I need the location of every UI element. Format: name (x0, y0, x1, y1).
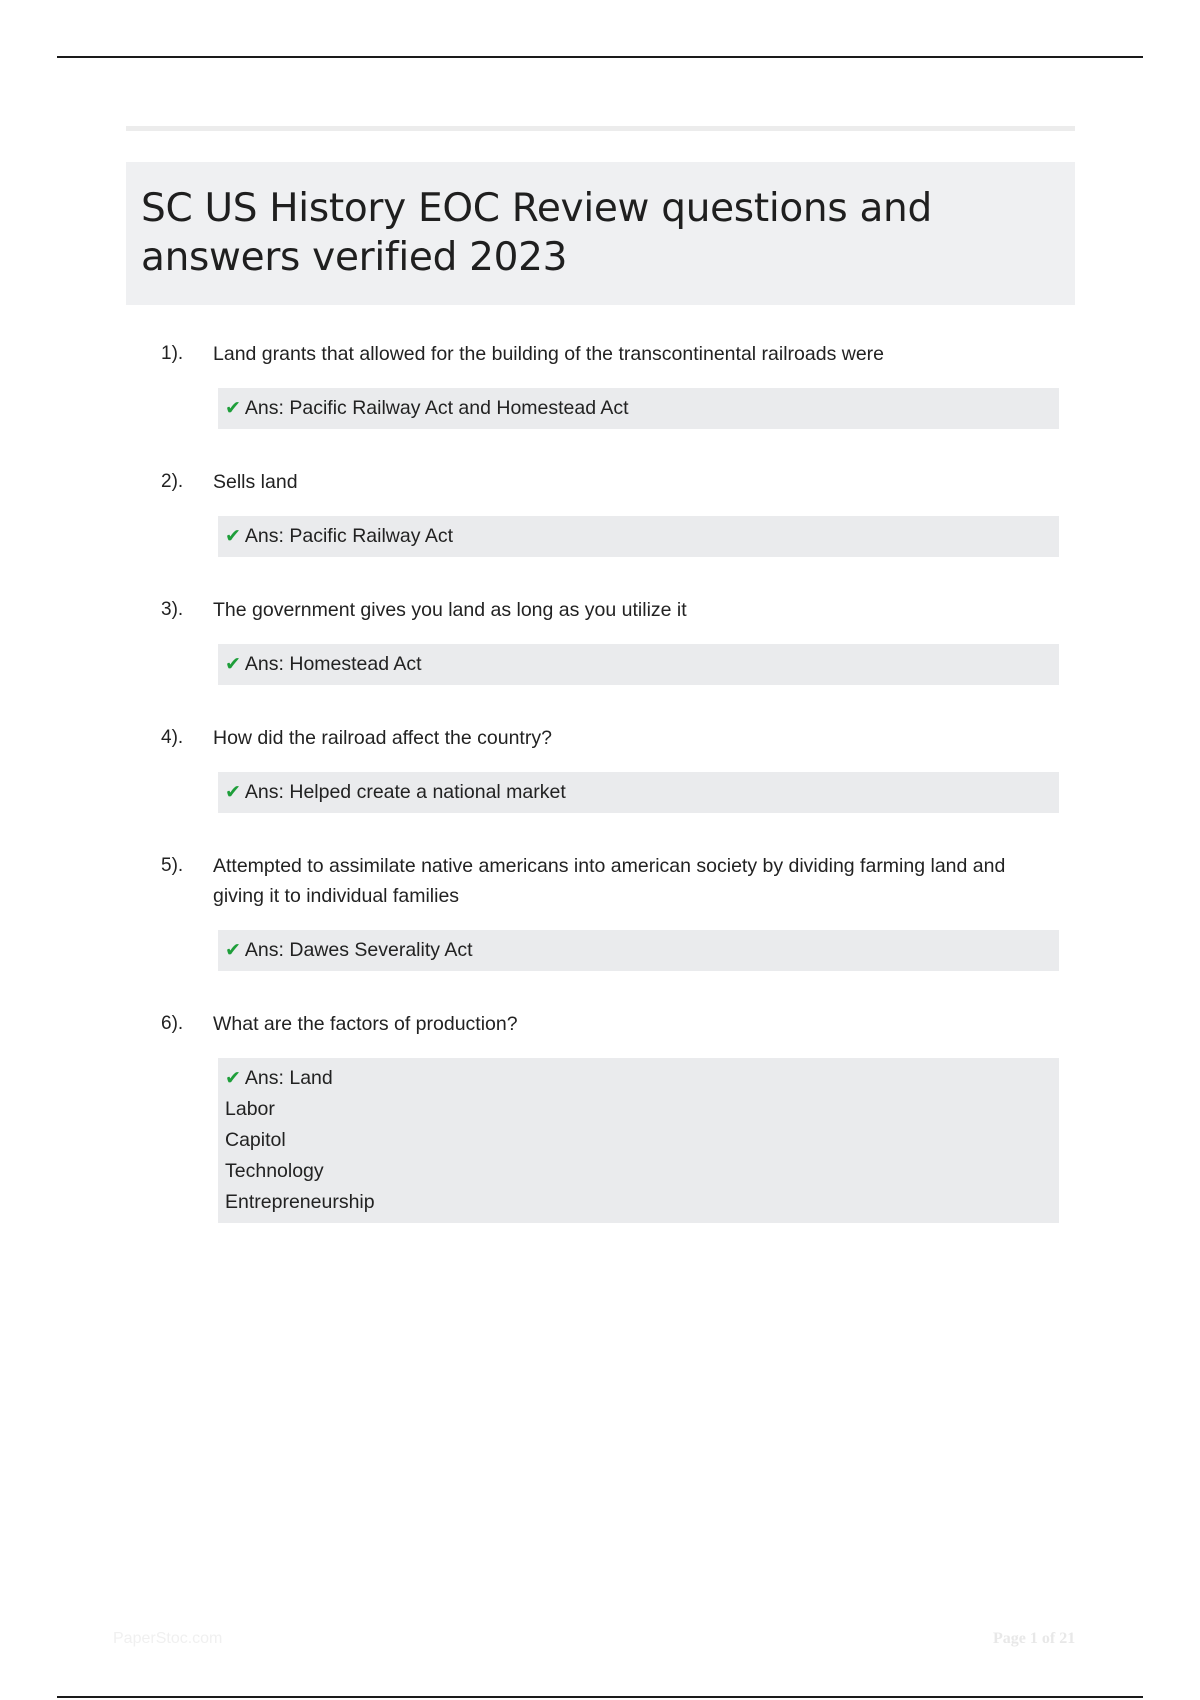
title-banner (126, 162, 1075, 305)
answer-text: Entrepreneurship (225, 1191, 375, 1213)
document-title: SC US History EOC Review questions and answers verified 2023 (141, 186, 932, 280)
answer-line (225, 1125, 1052, 1156)
checkmark-icon: ✔ (225, 653, 241, 675)
answer-box (218, 644, 1059, 685)
answer-text: Ans: Pacific Railway Act and Homestead Act (244, 397, 629, 419)
answer-first-line (225, 777, 1052, 808)
question-list (126, 339, 1075, 1223)
answer-box (218, 388, 1059, 429)
question-item (126, 851, 1075, 971)
question-item (126, 339, 1075, 429)
answer-first-line (225, 393, 1052, 424)
answer-text: Capitol (225, 1129, 286, 1151)
question-item (126, 595, 1075, 685)
question-item (126, 1009, 1075, 1223)
checkmark-icon: ✔ (225, 781, 241, 803)
answer-text: Ans: Dawes Severality Act (244, 939, 473, 961)
question-item (126, 467, 1075, 557)
answer-first-line (225, 1063, 1052, 1094)
question-text: Sells land (213, 471, 298, 493)
question-item (126, 723, 1075, 813)
question-number: 3). (161, 599, 184, 620)
question-row (126, 723, 1075, 753)
checkmark-icon: ✔ (225, 525, 241, 547)
question-text: Land grants that allowed for the building of the transcontinental railroads were (213, 343, 884, 365)
answer-text: Ans: Helped create a national market (244, 781, 566, 803)
document-body (126, 126, 1075, 1261)
question-text: The government gives you land as long as you utilize it (213, 599, 687, 621)
answer-box (218, 930, 1059, 971)
question-row (126, 851, 1075, 911)
question-text: Attempted to assimilate native americans into american society by dividing farming land and giving it to individual families (213, 855, 1006, 907)
watermark: PaperStoc.com (113, 1630, 223, 1647)
answer-text: Ans: Homestead Act (244, 653, 422, 675)
question-row (126, 467, 1075, 497)
checkmark-icon: ✔ (225, 397, 241, 419)
header-divider (126, 126, 1075, 131)
answer-text: Ans: Pacific Railway Act (244, 525, 453, 547)
answer-line (225, 1156, 1052, 1187)
question-row (126, 1009, 1075, 1039)
question-number: 5). (161, 855, 184, 876)
answer-line (225, 1094, 1052, 1125)
checkmark-icon: ✔ (225, 939, 241, 961)
question-row (126, 339, 1075, 369)
answer-box (218, 1058, 1059, 1223)
answer-line (225, 1187, 1052, 1218)
question-number: 1). (161, 343, 184, 364)
question-number: 4). (161, 727, 184, 748)
answer-first-line (225, 649, 1052, 680)
question-text: What are the factors of production? (213, 1013, 518, 1035)
page-number: Page 1 of 21 (993, 1630, 1076, 1647)
question-number: 6). (161, 1013, 184, 1034)
answer-box (218, 772, 1059, 813)
question-number: 2). (161, 471, 184, 492)
answer-text: Ans: Land (244, 1067, 333, 1089)
answer-box (218, 516, 1059, 557)
top-divider (57, 56, 1143, 58)
checkmark-icon: ✔ (225, 1067, 241, 1089)
answer-first-line (225, 521, 1052, 552)
answer-text: Technology (225, 1160, 324, 1182)
answer-text: Labor (225, 1098, 275, 1120)
answer-first-line (225, 935, 1052, 966)
bottom-divider (57, 1696, 1143, 1698)
question-row (126, 595, 1075, 625)
question-text: How did the railroad affect the country? (213, 727, 552, 749)
